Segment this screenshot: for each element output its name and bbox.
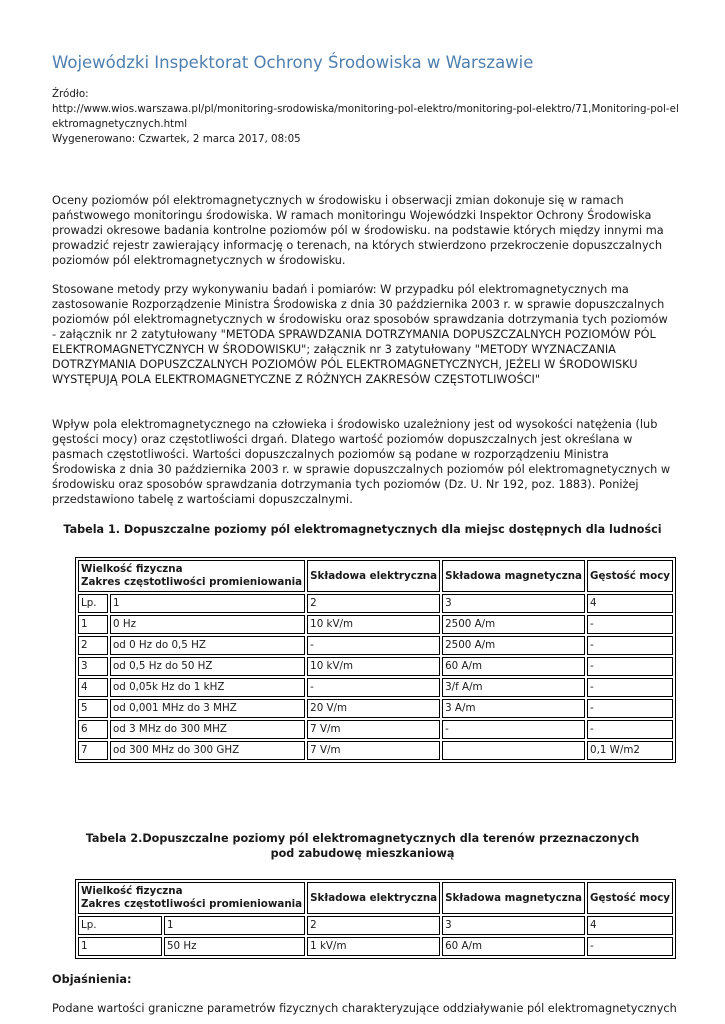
table-cell: 2500 A/m xyxy=(442,615,585,634)
explanations-text: Podane wartości graniczne parametrów fizycznych charakteryzujące oddziaływanie pól elektromagnetycznych xyxy=(52,1002,677,1015)
table-cell: 3/f A/m xyxy=(442,678,585,697)
table-cell: 20 V/m xyxy=(307,699,440,718)
table-cell: 4 xyxy=(587,594,673,613)
table-cell xyxy=(442,741,585,760)
source-block xyxy=(52,87,679,147)
table-row xyxy=(78,741,673,760)
table-cell: - xyxy=(587,699,673,718)
table-row xyxy=(78,678,673,697)
source-label: Źródło: xyxy=(52,88,89,100)
table-cell: od 300 MHz do 300 GHZ xyxy=(110,741,305,760)
table-cell: 2500 A/m xyxy=(442,636,585,655)
source-url[interactable]: http://www.wios.warszawa.pl/pl/monitoring-srodowiska/monitoring-pol-elektro/monitoring-pol-elektro/71,Monitoring-pol-elektromagnetycznych.html xyxy=(52,103,679,130)
explanations-heading: Objaśnienia: xyxy=(52,973,132,986)
table-row xyxy=(78,636,673,655)
table-header-row xyxy=(78,560,673,592)
table-cell: - xyxy=(587,657,673,676)
table-cell: 1 xyxy=(110,594,305,613)
table2 xyxy=(75,879,676,959)
table-cell: 4 xyxy=(587,916,673,935)
header-physical-quantity: Wielkość fizyczna Zakres częstotliwości promieniowania xyxy=(78,882,305,914)
table-cell: 1 xyxy=(164,916,305,935)
table-cell: 7 V/m xyxy=(307,720,440,739)
table-cell: 3 xyxy=(442,916,585,935)
table-cell: - xyxy=(587,937,673,956)
table-cell: 10 kV/m xyxy=(307,657,440,676)
table1-caption: Tabela 1. Dopuszczalne poziomy pól elektromagnetycznych dla miejsc dostępnych dla ludności xyxy=(63,523,662,536)
table-cell: 60 A/m xyxy=(442,657,585,676)
header-electric: Składowa elektryczna xyxy=(307,560,440,592)
paragraph-monitoring: Oceny poziomów pól elektromagnetycznych w środowisku i obserwacji zmian dokonuje się w ramach państwowego monitoringu środowiska. W ramach monitoringu Wojewódzki Inspektor Ochrony Środowiska prowadzi okresowe badania kontrolne poziomów pól w środowisku. na podstawie których między innymi ma prowadzić rejestr zawierający informację o terenach, na których stwierdzono przekroczenie dopuszczalnych poziomów pól elektromagnetycznych w środowisku. xyxy=(52,194,664,267)
table-row xyxy=(78,720,673,739)
table-cell: od 0,5 Hz do 50 HZ xyxy=(110,657,305,676)
table-cell: 6 xyxy=(78,720,108,739)
table-cell: - xyxy=(442,720,585,739)
table-cell: 60 A/m xyxy=(442,937,585,956)
table-cell: 2 xyxy=(307,916,440,935)
table-cell: Lp. xyxy=(78,594,108,613)
table-cell: 1 xyxy=(78,615,108,634)
table-row xyxy=(78,937,673,956)
table-cell: 1 kV/m xyxy=(307,937,440,956)
table-row xyxy=(78,657,673,676)
table2-caption: Tabela 2.Dopuszczalne poziomy pól elektromagnetycznych dla terenów przeznaczonych pod zabudowę mieszkaniową xyxy=(85,832,640,860)
table-cell: 2 xyxy=(307,594,440,613)
table-cell: 0 Hz xyxy=(110,615,305,634)
table-cell: 2 xyxy=(78,636,108,655)
table-cell: - xyxy=(587,615,673,634)
table-cell: - xyxy=(587,636,673,655)
table-cell: od 3 MHz do 300 MHZ xyxy=(110,720,305,739)
table-cell: 3 xyxy=(78,657,108,676)
table-row xyxy=(78,615,673,634)
table-row xyxy=(78,916,673,935)
table-cell: 5 xyxy=(78,699,108,718)
table-cell: od 0,05k Hz do 1 kHZ xyxy=(110,678,305,697)
header-power-density: Gęstość mocy xyxy=(587,882,673,914)
header-magnetic: Składowa magnetyczna xyxy=(442,882,585,914)
table-cell: 3 xyxy=(442,594,585,613)
header-magnetic: Składowa magnetyczna xyxy=(442,560,585,592)
table-cell: - xyxy=(587,720,673,739)
table-cell: 50 Hz xyxy=(164,937,305,956)
table-cell: od 0,001 MHz do 3 MHZ xyxy=(110,699,305,718)
page-title: Wojewódzki Inspektorat Ochrony Środowiska w Warszawie xyxy=(52,53,534,72)
table1 xyxy=(75,557,676,763)
table-cell: - xyxy=(307,636,440,655)
paragraph-impact: Wpływ pola elektromagnetycznego na człowieka i środowisko uzależniony jest od wysokości natężenia (lub gęstości mocy) oraz częstotliwości drgań. Dlatego wartość poziomów dopuszczalnych jest określana w pasmach częstotliwości. Wartości dopuszczalnych poziomów są podane w rozporządzeniu Ministra Środowiska z dnia 30 października 2003 r. w sprawie dopuszczalnych poziomów pól elektromagnetycznych w środowisku oraz sposobów sprawdzania dotrzymania tych poziomów (Dz. U. Nr 192, poz. 1883). Poniżej przedstawiono tabelę z wartościami dopuszczalnymi. xyxy=(52,418,671,506)
table-cell: 7 V/m xyxy=(307,741,440,760)
table-cell: od 0 Hz do 0,5 HZ xyxy=(110,636,305,655)
header-power-density: Gęstość mocy xyxy=(587,560,673,592)
table-row xyxy=(78,594,673,613)
table-cell: 1 xyxy=(78,937,162,956)
table-cell: 7 xyxy=(78,741,108,760)
table-cell: Lp. xyxy=(78,916,162,935)
table-cell: 10 kV/m xyxy=(307,615,440,634)
table-cell: 4 xyxy=(78,678,108,697)
header-electric: Składowa elektryczna xyxy=(307,882,440,914)
generated-date: Wygenerowano: Czwartek, 2 marca 2017, 08:05 xyxy=(52,133,301,145)
table-cell: 3 A/m xyxy=(442,699,585,718)
table-cell: 0,1 W/m2 xyxy=(587,741,673,760)
paragraph-methods: Stosowane metody przy wykonywaniu badań i pomiarów: W przypadku pól elektromagnetycznych ma zastosowanie Rozporządzenie Ministra Środowiska z dnia 30 października 2003 r. w sprawie dopuszczalnych poziomów pól elektromagnetycznych w środowisku oraz sposobów sprawdzania dotrzymania tych poziomów - załącznik nr 2 zatytułowany "METODA SPRAWDZANIA DOTRZYMANIA DOPUSZCZALNYCH POZIOMÓW PÓL ELEKTROMAGNETYCZNYCH W ŚRODOWISKU"; załącznik nr 3 zatytułowany "METODY WYZNACZANIA DOTRZYMANIA DOPUSZCZALNYCH POZIOMÓW PÓL ELEKTROMAGNETYCZNYCH, JEŻELI W ŚRODOWISKU WYSTĘPUJĄ POLA ELEKTROMAGNETYCZNE Z RÓŻNYCH ZAKRESÓW CZĘSTOTLIWOŚCI" xyxy=(52,283,668,386)
table-header-row xyxy=(78,882,673,914)
header-physical-quantity: Wielkość fizyczna Zakres częstotliwości promieniowania xyxy=(78,560,305,592)
table-row xyxy=(78,699,673,718)
table-cell: - xyxy=(307,678,440,697)
table-cell: - xyxy=(587,678,673,697)
